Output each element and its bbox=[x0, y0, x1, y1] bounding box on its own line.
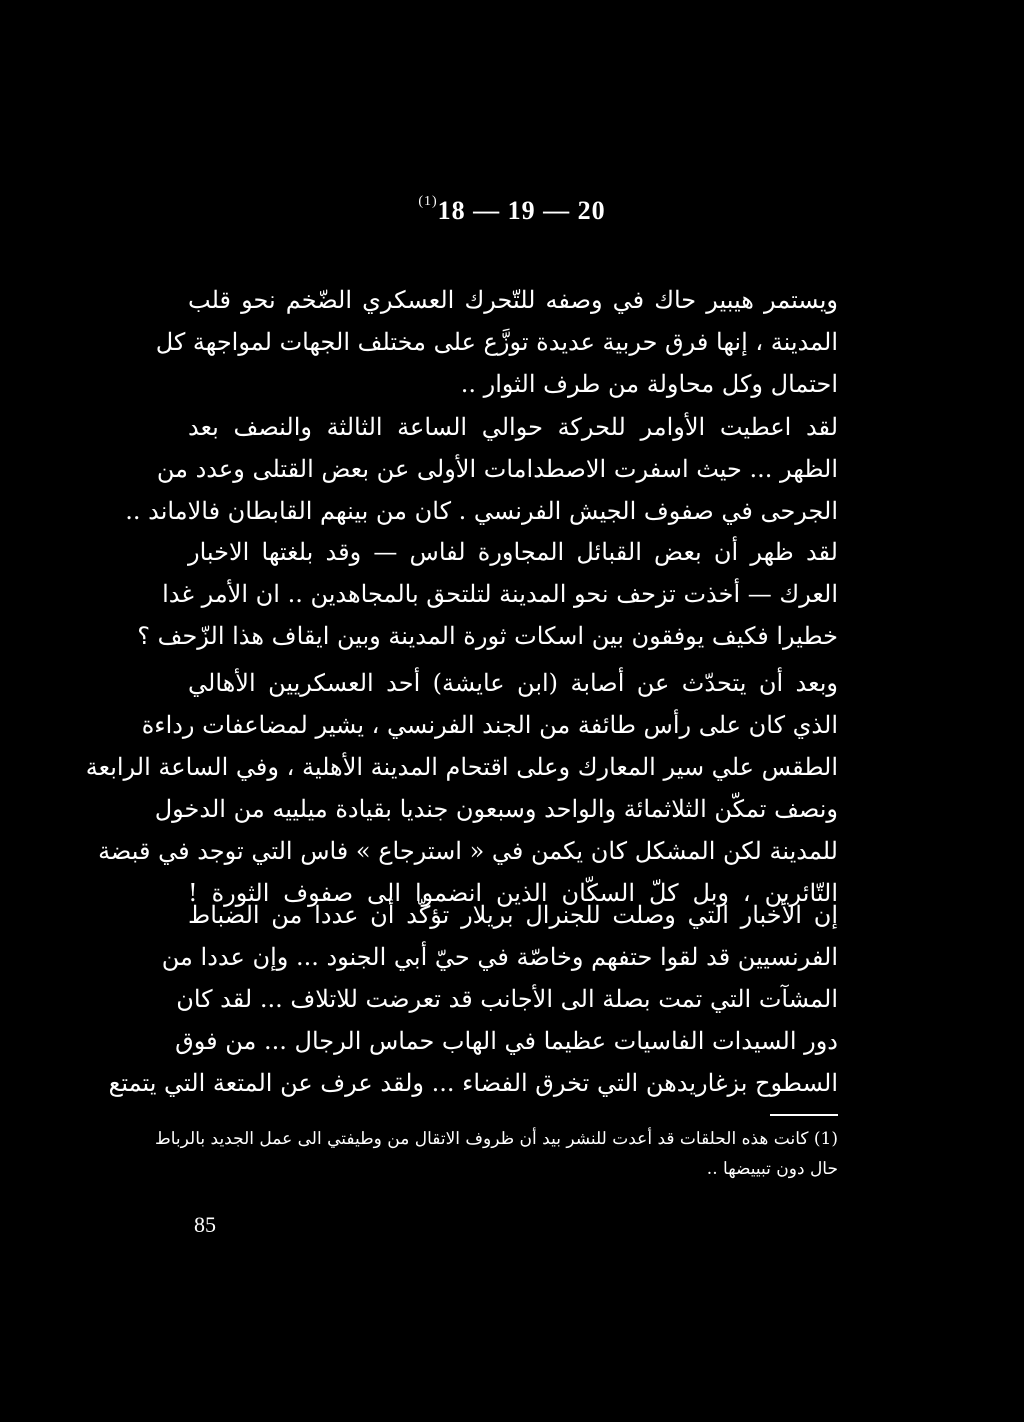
footnote-reference: (1) bbox=[418, 194, 438, 209]
text-line: لقد اعطيت الأوامر للحركة حوالي الساعة الثالثة والنصف بعد bbox=[188, 413, 838, 441]
text-line: الفرنسيين قد لقوا حتفهم وخاصّة في حيّ أبي الجنود ... وإن عددا من bbox=[161, 943, 838, 971]
text-line: للمدينة لكن المشكل كان يكمن في « استرجاع » فاس التي توجد في قبضة bbox=[98, 837, 838, 865]
page-header bbox=[0, 196, 1024, 226]
text-line: لقد ظهر أن بعض القبائل المجاورة لفاس — وقد بلغتها الاخبار bbox=[188, 538, 838, 566]
text-line: الجرحى في صفوف الجيش الفرنسي . كان من بينهم القابطان فالاماند .. bbox=[125, 497, 838, 525]
text-line: خطيرا فكيف يوفقون بين اسكات ثورة المدينة وبين ايقاف هذا الزّحف ؟ bbox=[137, 622, 838, 650]
text-line: ونصف تمكّن الثلاثمائة والواحد وسبعون جنديا بقيادة ميلييه من الدخول bbox=[154, 795, 838, 823]
paragraph-2 bbox=[125, 406, 838, 532]
text-line: احتمال وكل محاولة من طرف الثوار .. bbox=[460, 370, 838, 398]
text-line: الظهر ... حيث اسفرت الاصطدامات الأولى عن بعض القتلى وعدد من bbox=[156, 455, 838, 483]
page-header-numbers: 18 — 19 — 20 bbox=[437, 196, 606, 225]
paragraph-1 bbox=[155, 279, 838, 405]
text-line: العرك — أخذت تزحف نحو المدينة لتلتحق بالمجاهدين .. ان الأمر غدا bbox=[162, 580, 838, 608]
paragraph-3 bbox=[137, 531, 838, 657]
text-line: وبعد أن يتحدّث عن أصابة (ابن عايشة) أحد العسكريين الأهالي bbox=[188, 669, 838, 697]
text-line: إن الأخبار التي وصلت للجنرال بريلار تؤكّد أن عددا من الضباط bbox=[188, 901, 838, 929]
text-line: المشآت التي تمت بصلة الى الأجانب قد تعرضت للاتلاف ... لقد كان bbox=[176, 985, 838, 1013]
footnote-line: حال دون تبييضها .. bbox=[706, 1159, 838, 1179]
footnote-divider bbox=[770, 1114, 838, 1116]
text-line: دور السيدات الفاسيات عظيما في الهاب حماس الرجال ... من فوق bbox=[175, 1027, 838, 1055]
text-line: السطوح بزغاريدهن التي تخرق الفضاء ... ولقد عرف عن المتعة التي يتمتع bbox=[108, 1069, 838, 1097]
text-line: ويستمر هيبير حاك في وصفه للتّحرك العسكري الضّخم نحو قلب bbox=[188, 286, 838, 314]
text-line: الذي كان على رأس طائفة من الجند الفرنسي ، يشير لمضاعفات رداءة bbox=[141, 711, 838, 739]
text-line: المدينة ، إنها فرق حربية عديدة توزَّع على مختلف الجهات لمواجهة كل bbox=[155, 328, 838, 356]
paragraph-4 bbox=[85, 662, 838, 914]
page-number: 85 bbox=[194, 1212, 216, 1237]
footnote-line: (1) كانت هذه الحلقات قد أعدت للنشر بيد أن ظروف الاتقال من وطيفتي الى عمل الجديد بالرباط bbox=[155, 1129, 838, 1149]
paragraph-5 bbox=[108, 894, 838, 1104]
text-line: التّائرين ، وبل كلّ السكّان الذين انضموا الى صفوف الثورة ! bbox=[188, 879, 838, 907]
footnote bbox=[155, 1124, 838, 1184]
text-line: الطقس علي سير المعارك وعلى اقتحام المدينة الأهلية ، وفي الساعة الرابعة bbox=[85, 753, 838, 781]
